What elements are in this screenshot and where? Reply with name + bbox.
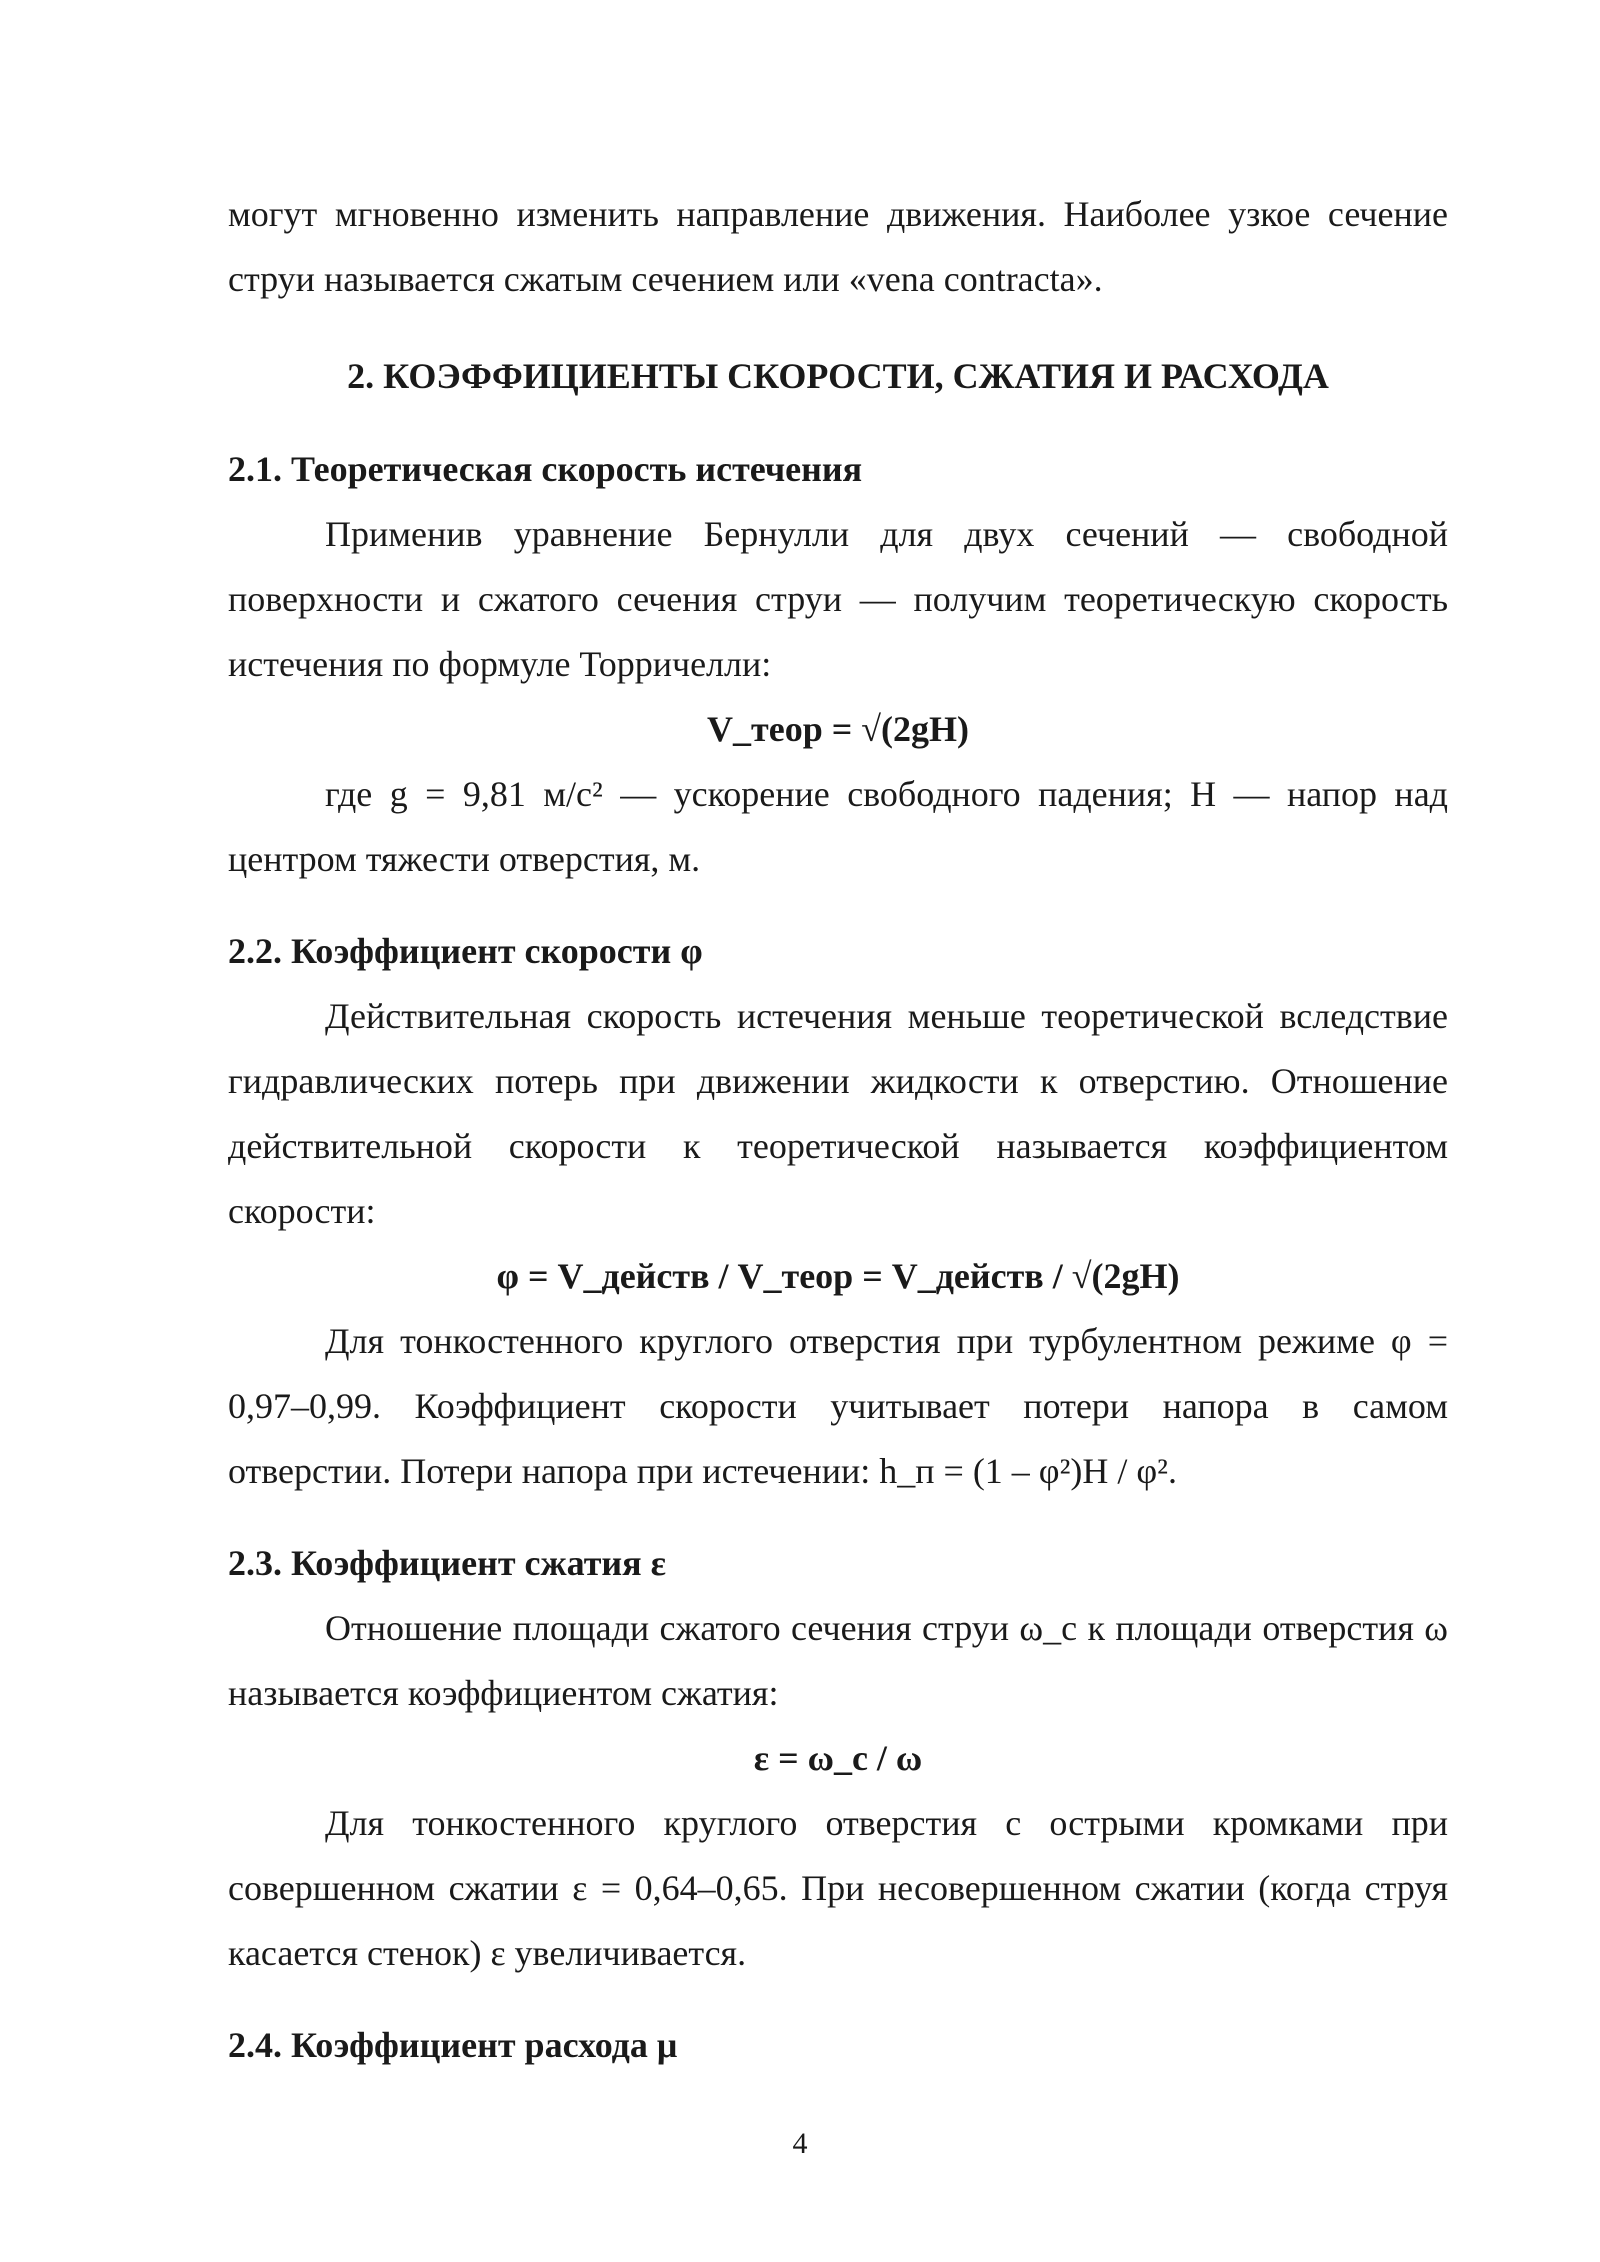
section-2-4 <box>228 2013 1448 2078</box>
section-2-3 <box>228 1531 1448 1986</box>
paragraph: где g = 9,81 м/с² — ускорение свободного падения; H — напор над центром тяжести отверстия, м. <box>228 774 1448 879</box>
formula-velocity-coefficient: φ = V_действ / V_теор = V_действ / √(2gH) <box>496 1256 1180 1296</box>
paragraph: Для тонкостенного круглого отверстия с острыми кромками при совершенном сжатии ε = 0,64–0,65. При несовершенном сжатии (когда струя касается стенок) ε увеличивается. <box>228 1803 1448 1973</box>
section-title: 2.4. Коэффициент расхода μ <box>228 2025 678 2065</box>
paragraph: Действительная скорость истечения меньше теоретической вследствие гидравлических потерь при движении жидкости к отверстию. Отношение действительной скорости к теоретической называется коэффициентом скорости: <box>228 996 1448 1231</box>
chapter-title: 2. КОЭФФИЦИЕНТЫ СКОРОСТИ, СЖАТИЯ И РАСХОДА <box>347 356 1329 396</box>
paragraph: Отношение площади сжатого сечения струи ω_c к площади отверстия ω называется коэффициентом сжатия: <box>228 1608 1448 1713</box>
section-2-2 <box>228 919 1448 1504</box>
page-body <box>228 182 1448 2078</box>
continuation-paragraph: могут мгновенно изменить направление движения. Наиболее узкое сечение струи называется сжатым сечением или «vena contracta». <box>228 194 1448 299</box>
section-title: 2.3. Коэффициент сжатия ε <box>228 1543 666 1583</box>
section-title: 2.2. Коэффициент скорости φ <box>228 931 703 971</box>
paragraph: Для тонкостенного круглого отверстия при турбулентном режиме φ = 0,97–0,99. Коэффициент скорости учитывает потери напора в самом отверстии. Потери напора при истечении: h_п = (1 – φ²)H / φ². <box>228 1321 1448 1491</box>
paragraph: Применив уравнение Бернулли для двух сечений — свободной поверхности и сжатого сечения струи — получим теоретическую скорость истечения по формуле Торричелли: <box>228 514 1448 684</box>
section-2-1 <box>228 437 1448 892</box>
formula-torricelli: V_теор = √(2gH) <box>707 709 969 749</box>
section-title: 2.1. Теоретическая скорость истечения <box>228 449 863 489</box>
formula-contraction-coefficient: ε = ω_c / ω <box>753 1738 923 1778</box>
page-number: 4 <box>792 2127 808 2160</box>
